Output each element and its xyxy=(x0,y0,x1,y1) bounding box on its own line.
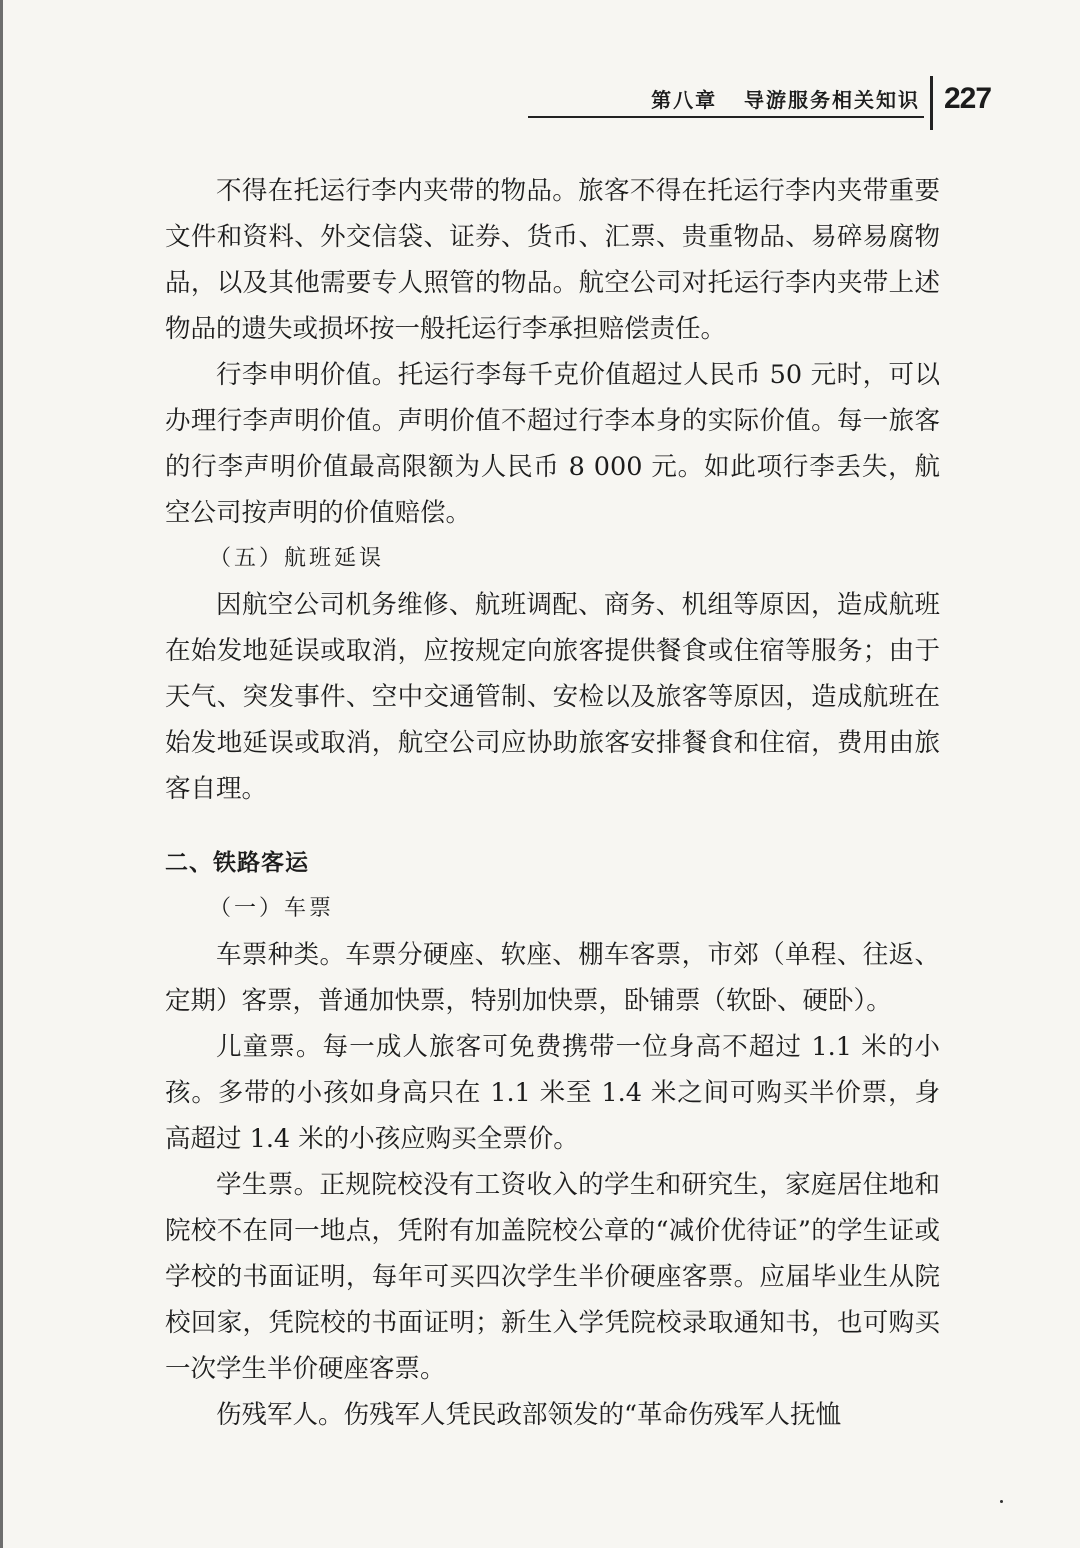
subsection-heading: （一）车票 xyxy=(209,896,335,921)
paragraph: 儿童票。每一成人旅客可免费携带一位身高不超过 1.1 米的小孩。多带的小孩如身高只在 1.1 米至 1.4 米之间可购买半价票，身高超过 1.4 米的小孩应购买全票价。 xyxy=(165,1032,940,1154)
chapter-title: 第八章 导游服务相关知识 xyxy=(651,88,920,112)
paragraph: 学生票。正规院校没有工资收入的学生和研究生，家庭居住地和院校不在同一地点，凭附有加盖院校公章的“减价优待证”的学生证或学校的书面证明，每年可买四次学生半价硬座客票。应届毕业生从院校回家，凭院校的书面证明；新生入学凭院校录取通知书，也可购买一次学生半价硬座客票。 xyxy=(165,1170,940,1384)
section-heading: 二、铁路客运 xyxy=(165,850,309,876)
page-left-edge xyxy=(0,0,3,1548)
page-body xyxy=(165,168,940,1438)
running-header xyxy=(520,76,1000,132)
paragraph: 因航空公司机务维修、航班调配、商务、机组等原因，造成航班在始发地延误或取消，应按规定向旅客提供餐食或住宿等服务；由于天气、突发事件、空中交通管制、安检以及旅客等原因，造成航班在始发地延误或取消，航空公司应协助旅客安排餐食和住宿，费用由旅客自理。 xyxy=(165,590,940,804)
header-divider xyxy=(930,76,933,130)
paragraph: 行李申明价值。托运行李每千克价值超过人民币 50 元时，可以办理行李声明价值。声明价值不超过行李本身的实际价值。每一旅客的行李声明价值最高限额为人民币 8 000 元。如此项行李丢失，航空公司按声明的价值赔偿。 xyxy=(165,360,940,528)
subsection-heading: （五）航班延误 xyxy=(209,546,385,571)
header-rule xyxy=(528,116,924,118)
paragraph: 车票种类。车票分硬座、软座、棚车客票，市郊（单程、往返、定期）客票，普通加快票，特别加快票，卧铺票（软卧、硬卧）。 xyxy=(165,940,940,1016)
page-number: 227 xyxy=(944,82,992,115)
scan-speck xyxy=(1000,1500,1003,1503)
paragraph: 伤残军人。伤残军人凭民政部领发的“革命伤残军人抚恤 xyxy=(216,1400,842,1430)
paragraph: 不得在托运行李内夹带的物品。旅客不得在托运行李内夹带重要文件和资料、外交信袋、证券、货币、汇票、贵重物品、易碎易腐物品，以及其他需要专人照管的物品。航空公司对托运行李内夹带上述物品的遗失或损坏按一般托运行李承担赔偿责任。 xyxy=(165,176,940,344)
